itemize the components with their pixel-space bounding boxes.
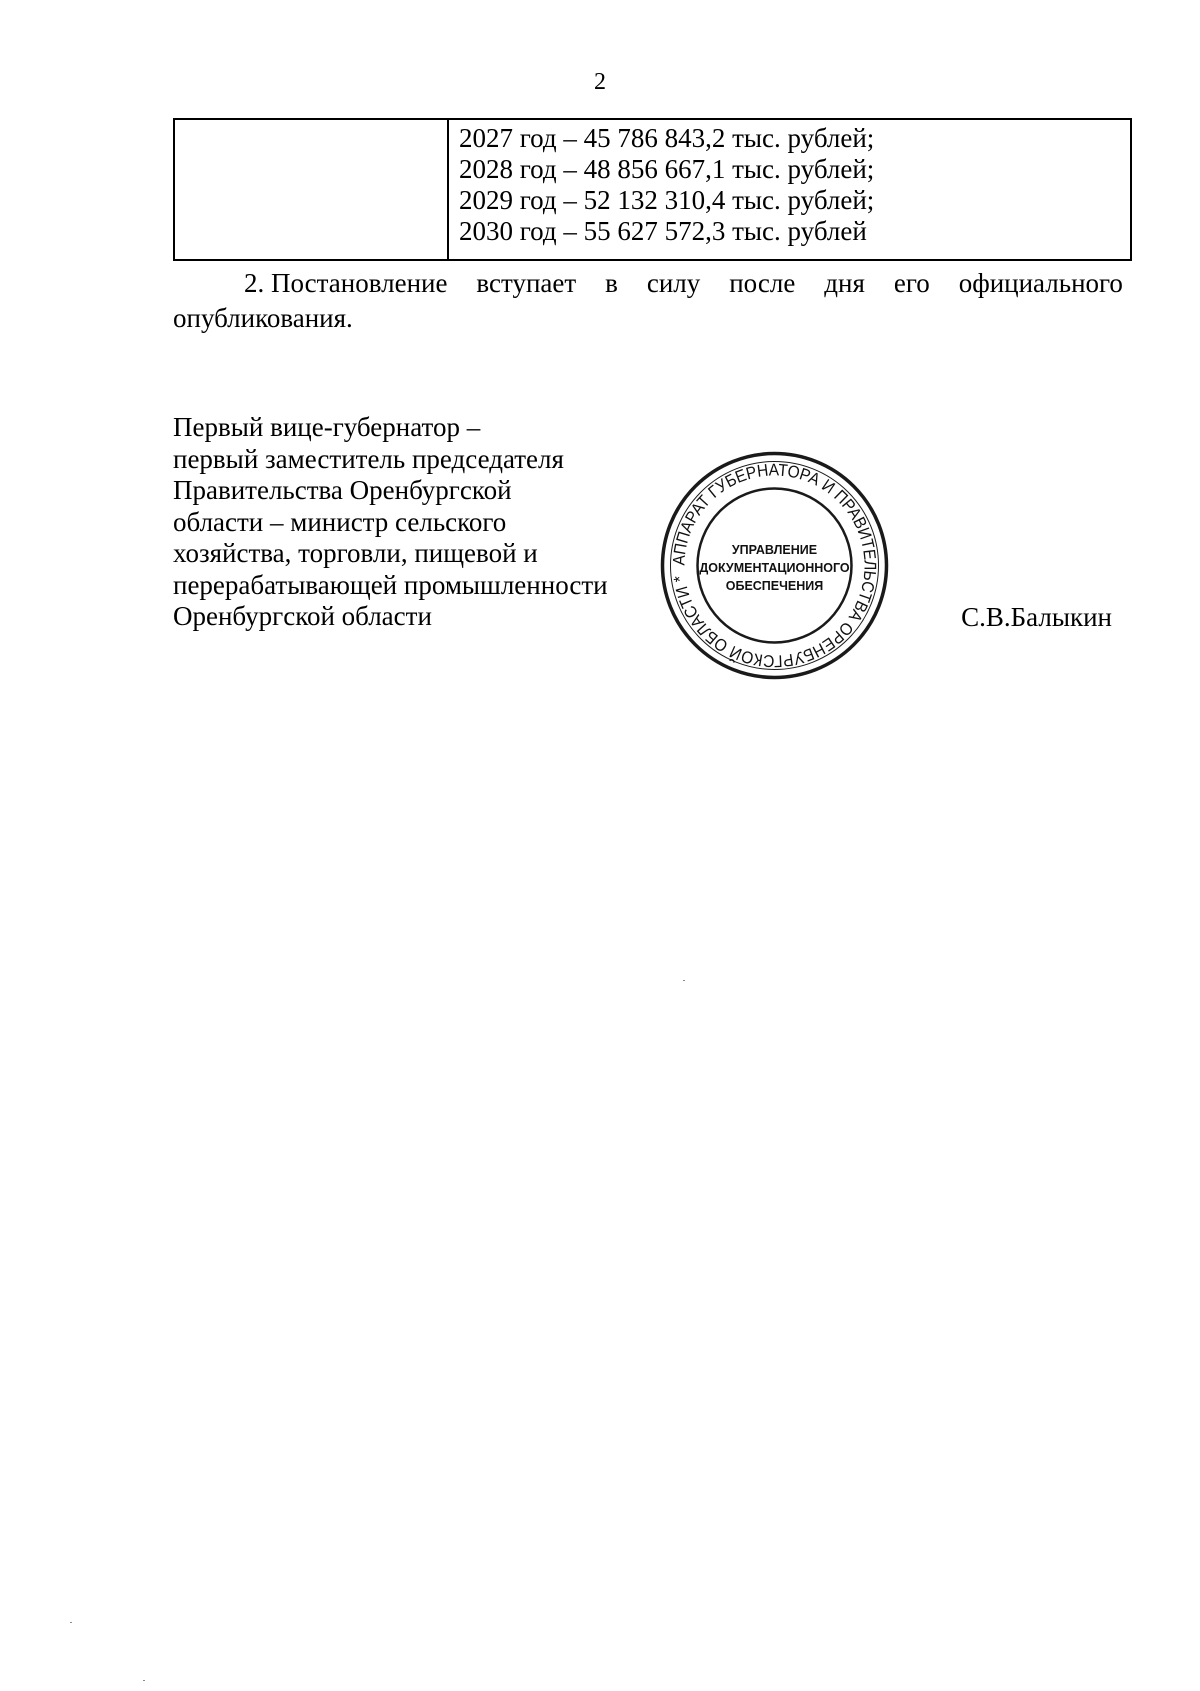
signer-title [173, 412, 673, 633]
table-row [174, 119, 1131, 260]
paragraph-line: опубликования. [173, 303, 353, 333]
seal-center-line: УПРАВЛЕНИЕ [731, 543, 818, 557]
paragraph-word: силу [646, 268, 701, 298]
paragraph-word: его [893, 268, 930, 298]
paragraph-word: вступает [476, 268, 577, 298]
paragraph-line [173, 266, 1123, 301]
paragraph-word: после [729, 268, 796, 298]
year-amount-line: 2027 год – 45 786 843,2 тыс. рублей; [459, 123, 875, 153]
table-cell-empty [174, 119, 448, 260]
signer-title-line: Первый вице-губернатор – [173, 412, 481, 442]
page-number: 2 [594, 69, 606, 95]
seal-center-line: ОБЕСПЕЧЕНИЯ [725, 579, 824, 593]
signer-title-line: первый заместитель председателя [173, 443, 564, 474]
signer-title-line: области – министр сельского [173, 506, 507, 537]
budget-table [173, 118, 1132, 261]
scan-speck [683, 980, 685, 981]
seal-center-line: ДОКУМЕНТАЦИОННОГО [699, 561, 850, 575]
paragraph-word: официального [958, 268, 1123, 298]
official-seal [657, 448, 892, 683]
scan-speck [70, 1622, 72, 1623]
signer-title-line: Оренбургской области [173, 601, 432, 631]
paragraph-word: в [605, 268, 618, 298]
table-cell-years [448, 119, 1131, 260]
year-amount-line: 2028 год – 48 856 667,1 тыс. рублей; [459, 154, 875, 184]
signer-title-line: перерабатывающей промышленности [173, 569, 608, 600]
signer-title-line: Правительства Оренбургской [173, 475, 512, 505]
scan-speck [143, 1680, 145, 1681]
year-amount-line: 2030 год – 55 627 572,3 тыс. рублей [459, 216, 867, 246]
paragraph-word: 2. Постановление [244, 268, 448, 298]
signer-name: С.В.Балыкин [961, 602, 1112, 632]
effective-date-paragraph [173, 266, 1123, 336]
paragraph-word: дня [824, 268, 865, 298]
signer-title-line: хозяйства, торговли, пищевой и [173, 538, 538, 568]
year-amount-line: 2029 год – 52 132 310,4 тыс. рублей; [459, 185, 875, 215]
seal-ring-textpath: АППАРАТ ГУБЕРНАТОРА И ПРАВИТЕЛЬСТВА ОРЕНБУРГСКОЙ ОБЛАСТИ * [669, 460, 880, 671]
